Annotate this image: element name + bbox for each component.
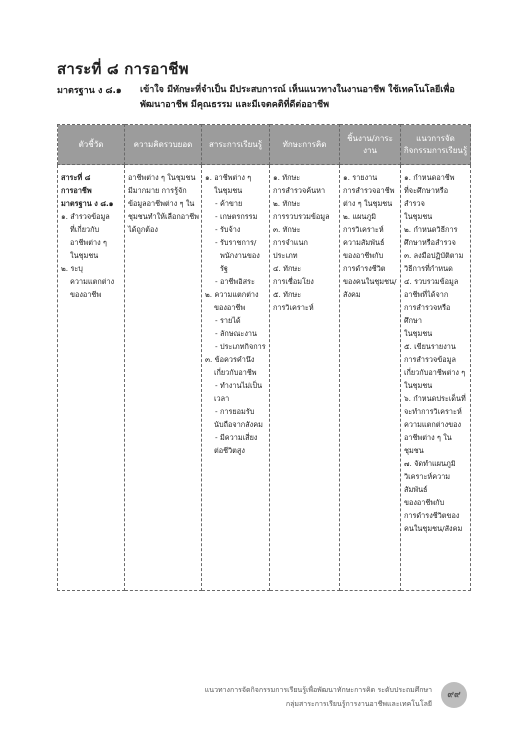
strand-name: การอาชีพ <box>61 186 92 195</box>
task-cell <box>340 165 401 591</box>
skill-line: ประเภท <box>273 251 298 260</box>
content-line: ต่อชีวิตสูง <box>214 446 245 455</box>
content-line: - ค้าขาย <box>215 199 243 208</box>
activity-line: ๖. กำหนดประเด็นที่ <box>404 394 466 403</box>
activity-line: ที่จะศึกษาหรือสำรวจ <box>404 186 449 208</box>
content-line: พนักงานของรัฐ <box>220 251 260 273</box>
activity-line: เกี่ยวกับอาชีพต่าง ๆ <box>404 368 466 377</box>
content-line: - ทำงานไม่เป็น <box>215 381 263 390</box>
concept-text: อาชีพต่าง ๆ ในชุมชนมีมากมาย การรู้จักข้อมูลอาชีพต่าง ๆ ในชุมชนทำให้เลือกอาชีพได้ถูกต้อง <box>128 173 199 234</box>
content-line: เวลา <box>214 394 230 403</box>
content-cell <box>202 165 270 591</box>
strand-title: สาระที่ ๘ <box>61 173 91 182</box>
activity-line: จะทำการวิเคราะห์ <box>404 407 462 416</box>
thinking-skill-cell <box>270 165 340 591</box>
content-line: - ลักษณะงาน <box>215 329 257 338</box>
activity-line: วิธีการที่กำหนด <box>404 264 453 273</box>
activity-cell <box>401 165 471 591</box>
standard-label: มาตรฐาน ง ๘.๑ <box>57 86 122 96</box>
page-heading: สาระที่ ๘ การอาชีพ <box>57 60 189 78</box>
task-line: ความสัมพันธ์ <box>343 238 385 247</box>
page-number: ๙๙ <box>441 682 467 708</box>
activity-line: อาชีพต่าง ๆ ใน <box>404 433 452 442</box>
indicator-item-cont: ความแตกต่าง <box>70 277 115 286</box>
activity-line: อาชีพที่ได้จาก <box>404 290 449 299</box>
content-line: - อาชีพอิสระ <box>215 277 255 286</box>
content-line: - เกษตรกรรม <box>215 212 258 221</box>
skill-line: การจำแนก <box>273 238 308 247</box>
task-line: ของคนในชุมชน/ <box>343 277 397 286</box>
task-line: ๒. แผนภูมิ <box>343 212 377 221</box>
task-line: ของอาชีพกับ <box>343 251 384 260</box>
activity-line: ในชุมชน <box>404 381 433 390</box>
concept-cell <box>125 165 202 591</box>
task-line: สังคม <box>343 290 361 299</box>
activity-line: วิเคราะห์ความสัมพันธ์ <box>404 472 451 494</box>
activity-line: การสำรวจหรือศึกษา <box>404 303 451 325</box>
content-line: นับถือจากสังคม <box>214 420 263 429</box>
indicator-item: ๒. ระบุ <box>61 264 83 273</box>
content-line: - รายได้ <box>215 316 241 325</box>
standard-code: มาตรฐาน ง ๘.๑ <box>61 199 114 208</box>
task-line: การสำรวจอาชีพ <box>343 186 395 195</box>
content-line: เกี่ยวกับอาชีพ <box>214 368 257 377</box>
skill-line: การเชื่อมโยง <box>273 277 314 286</box>
skill-line: ๕. ทักษะ <box>273 290 302 299</box>
content-line: - การยอมรับ <box>215 407 255 416</box>
header-indicator: ตัวชี้วัด <box>58 125 125 165</box>
activity-line: ความแตกต่างของ <box>404 420 462 429</box>
header-concept: ความคิดรวบยอด <box>125 125 202 165</box>
indicator-item-cont: อาชีพต่าง ๆ <box>70 238 107 247</box>
header-thinking-skill: ทักษะการคิด <box>270 125 340 165</box>
content-line: ๑. อาชีพต่าง ๆ <box>205 173 252 182</box>
header-content: สาระการเรียนรู้ <box>202 125 270 165</box>
table-row <box>58 165 471 591</box>
footer-subject: กลุ่มสาระการเรียนรู้การงานอาชีพและเทคโนโลยี <box>285 700 432 708</box>
activity-line: ของอาชีพกับ <box>404 498 445 507</box>
activity-line: ๒. กำหนดวิธีการ <box>404 225 458 234</box>
activity-line: ๓. ลงมือปฏิบัติตาม <box>404 251 464 260</box>
indicator-item: ๑. สำรวจข้อมูล <box>61 212 110 221</box>
table-header-row <box>58 125 471 165</box>
footer-book-title: แนวทางการจัดกิจกรรมการเรียนรู้เพื่อพัฒนาทักษะการคิด ระดับประถมศึกษา <box>204 686 432 694</box>
activity-line: ๗. จัดทำแผนภูมิ <box>404 459 456 468</box>
content-line: ของอาชีพ <box>214 303 246 312</box>
skill-line: ๔. ทักษะ <box>273 264 302 273</box>
activity-line: การดำรงชีวิตของ <box>404 511 460 520</box>
skill-line: การรวบรวมข้อมูล <box>273 212 330 221</box>
task-line: การดำรงชีวิต <box>343 264 386 273</box>
skill-line: ๑. ทักษะ <box>273 173 301 182</box>
indicator-cell <box>58 165 125 591</box>
content-line: ในชุมชน <box>214 186 243 195</box>
content-line: - รับจ้าง <box>215 225 241 234</box>
activity-line: ๕. เขียนรายงาน <box>404 342 456 351</box>
content-line: ๓. ข้อควรคำนึง <box>205 355 255 364</box>
activity-line: ๔. รวบรวมข้อมูล <box>404 277 459 286</box>
indicator-item-cont: ของอาชีพ <box>70 290 102 299</box>
indicator-item-cont: ในชุมชน <box>70 251 99 260</box>
learning-plan-table <box>57 124 471 591</box>
task-line: ต่าง ๆ ในชุมชน <box>343 199 393 208</box>
task-line: ๑. รายงาน <box>343 173 378 182</box>
activity-line: คนในชุมชน/สังคม <box>404 524 463 533</box>
activity-line: ๑. กำหนดอาชีพ <box>404 173 455 182</box>
activity-line: การสำรวจข้อมูล <box>404 355 456 364</box>
activity-line: ในชุมชน <box>404 329 433 338</box>
skill-line: ๓. ทักษะ <box>273 225 301 234</box>
activity-line: ในชุมชน <box>404 212 433 221</box>
content-line: - รับราชการ/ <box>215 238 257 247</box>
skill-line: ๒. ทักษะ <box>273 199 301 208</box>
content-line: - มีความเสี่ยง <box>215 433 258 442</box>
indicator-item-cont: ที่เกี่ยวกับ <box>70 225 100 234</box>
header-activity: แนวการจัดกิจกรรมการเรียนรู้ <box>401 125 471 165</box>
standard-text: เข้าใจ มีทักษะที่จำเป็น มีประสบการณ์ เห็นแนวทางในงานอาชีพ ใช้เทคโนโลยีเพื่อพัฒนาอาชีพ มีคุณธรรม และมีเจตคติที่ดีต่ออาชีพ <box>140 85 455 110</box>
content-line: - ประเภทกิจการ <box>215 342 266 351</box>
skill-line: การวิเคราะห์ <box>273 303 314 312</box>
content-line: ๒. ความแตกต่าง <box>205 290 259 299</box>
skill-line: การสำรวจค้นหา <box>273 186 326 195</box>
task-line: การวิเคราะห์ <box>343 225 384 234</box>
header-task: ชิ้นงาน/ภาระงาน <box>340 125 401 165</box>
activity-line: ศึกษาหรือสำรวจ <box>404 238 456 247</box>
activity-line: ชุมชน <box>404 446 424 455</box>
